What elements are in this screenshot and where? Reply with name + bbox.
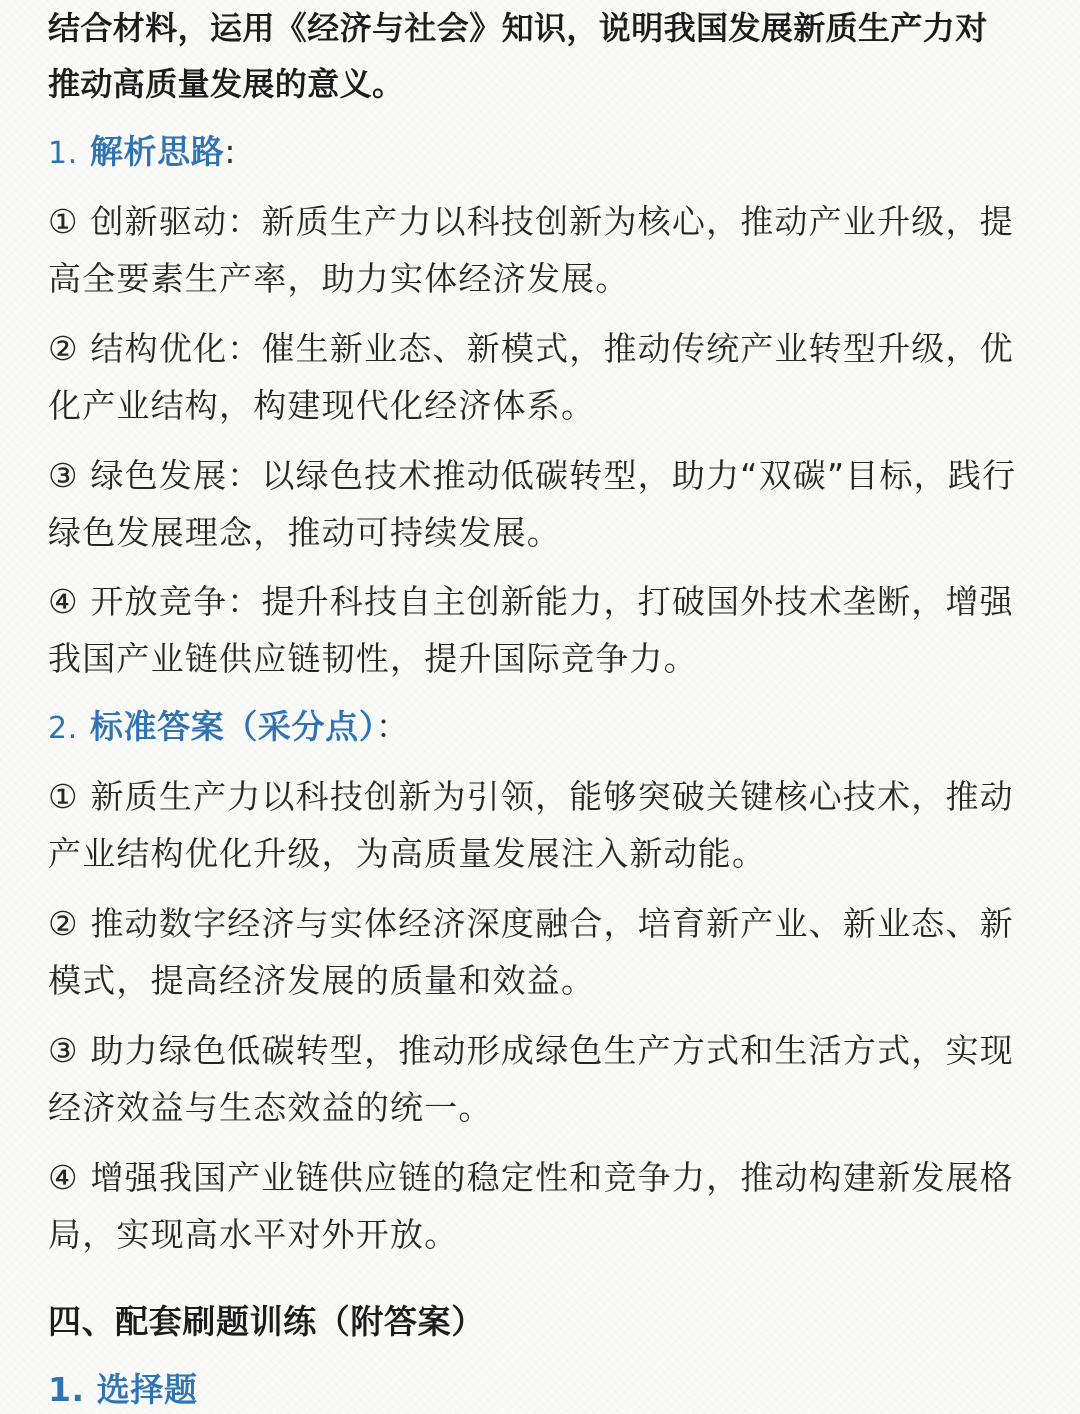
question-line-2: 推动高质量发展的意义。	[48, 65, 405, 103]
analysis-item-4-line-1: ④ 开放竞争：提升科技自主创新能力，打破国外技术垄断，增强	[48, 582, 1014, 621]
section-1-title: 解析思路	[89, 132, 225, 171]
analysis-item-2-line-2: 化产业结构，构建现代化经济体系。	[48, 386, 596, 425]
section-2-number: 2.	[48, 711, 78, 746]
answer-item-1-line-1: ① 新质生产力以科技创新为引领，能够突破关键核心技术，推动	[48, 777, 1014, 816]
answer-item-2-line-1: ② 推动数字经济与实体经济深度融合，培育新产业、新业态、新	[48, 904, 1014, 943]
answer-item-2-line-2: 模式，提高经济发展的质量和效益。	[48, 961, 596, 1000]
section-2-colon: ：	[375, 707, 410, 746]
section-4-heading: 四、配套刷题训练（附答案）	[48, 1302, 485, 1341]
section-2-title: 标准答案（采分点）	[89, 707, 376, 746]
analysis-item-2-line-1: ② 结构优化：催生新业态、新模式，推动传统产业转型升级，优	[48, 329, 1014, 368]
analysis-item-4-line-2: 我国产业链供应链韧性，提升国际竞争力。	[48, 639, 698, 678]
analysis-item-1-line-1: ① 创新驱动：新质生产力以科技创新为核心，推动产业升级，提	[48, 202, 1014, 241]
section-1-number: 1.	[48, 136, 78, 171]
answer-item-4-line-1: ④ 增强我国产业链供应链的稳定性和竞争力，推动构建新发展格	[48, 1158, 1014, 1197]
section-1-heading	[48, 132, 236, 174]
answer-item-3-line-1: ③ 助力绿色低碳转型，推动形成绿色生产方式和生活方式，实现	[48, 1031, 1014, 1070]
section-2-heading	[48, 707, 409, 749]
answer-item-1-line-2: 产业结构优化升级，为高质量发展注入新动能。	[48, 834, 767, 873]
analysis-item-3-line-1: ③ 绿色发展：以绿色技术推动低碳转型，助力“双碳”目标，践行	[48, 456, 1017, 495]
answer-item-4-line-2: 局，实现高水平对外开放。	[48, 1215, 459, 1254]
section-4-subheading: 1. 选择题	[48, 1370, 198, 1409]
answer-item-3-line-2: 经济效益与生态效益的统一。	[48, 1088, 493, 1127]
analysis-item-1-line-2: 高全要素生产率，助力实体经济发展。	[48, 259, 630, 298]
analysis-item-3-line-2: 绿色发展理念，推动可持续发展。	[48, 513, 561, 552]
question-line-1: 结合材料，运用《经济与社会》知识，说明我国发展新质生产力对	[48, 9, 988, 47]
section-1-colon: :	[224, 132, 237, 171]
